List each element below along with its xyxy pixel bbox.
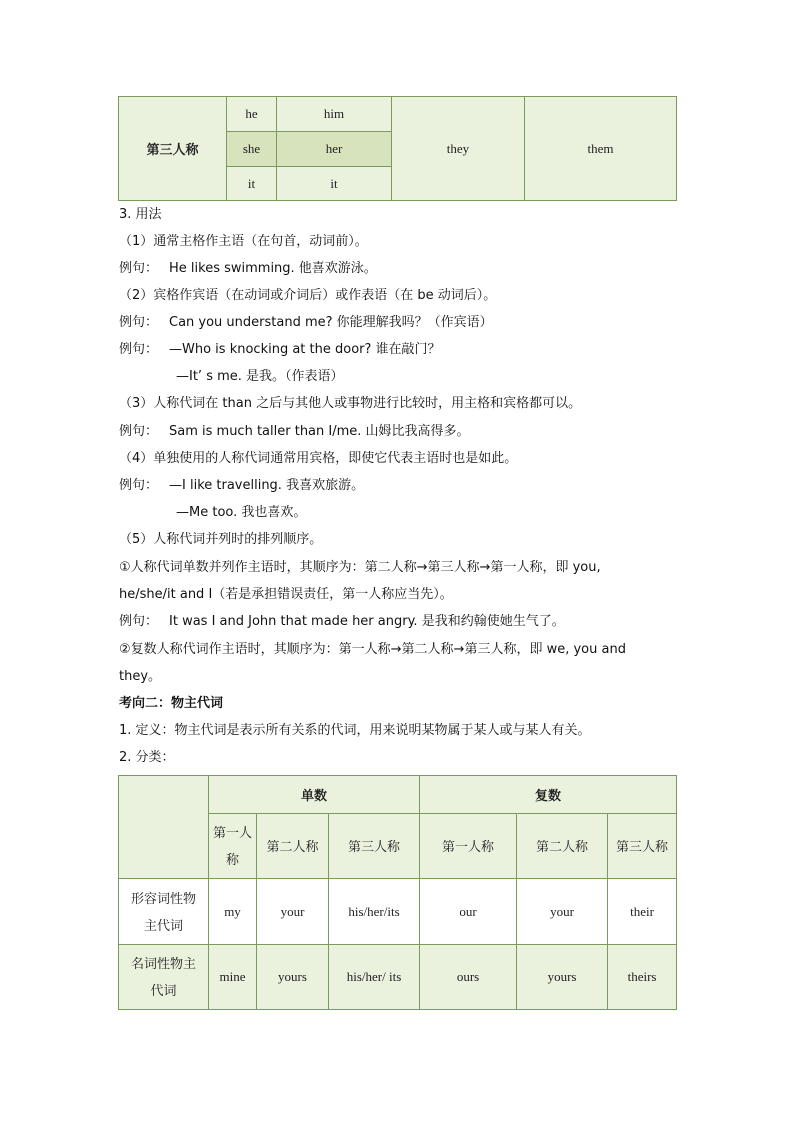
person-header: 第一人称 — [420, 814, 517, 879]
pronoun-cell: your — [517, 879, 608, 945]
example-line: 例句： It was I and John that made her angry. 是我和约翰使她生气了。 — [119, 614, 565, 629]
pronoun-cell: yours — [517, 945, 608, 1010]
singular-header: 单数 — [209, 776, 420, 814]
text-line: he/she/it and I（若是承担错误责任，第一人称应当先）。 — [119, 587, 453, 602]
pronoun-cell: mine — [209, 945, 257, 1010]
section-heading: 考向二：物主代词 — [119, 696, 224, 711]
text-line: they。 — [119, 669, 162, 684]
text-line: （2）宾格作宾语（在动词或介词后）或作表语（在 be 动词后）。 — [119, 288, 497, 303]
personal-pronoun-table — [118, 96, 677, 201]
third-person-label: 第三人称 — [119, 97, 227, 201]
pronoun-cell: yours — [257, 945, 329, 1010]
example-line: 例句： He likes swimming. 他喜欢游泳。 — [119, 261, 377, 276]
possessive-pronoun-table — [118, 775, 677, 1010]
pronoun-cell: him — [277, 97, 392, 132]
row-label-noun: 名词性物主代词 — [119, 945, 209, 1010]
example-line: —It’ s me. 是我。（作表语） — [176, 369, 344, 384]
pronoun-cell: our — [420, 879, 517, 945]
text-line: ①人称代词单数并列作主语时，其顺序为：第二人称→第三人称→第一人称，即 you, — [119, 560, 601, 575]
text-line: 3. 用法 — [119, 207, 162, 222]
text-line: （1）通常主格作主语（在句首，动词前）。 — [119, 234, 368, 249]
pronoun-cell: it — [277, 167, 392, 201]
pronoun-cell: his/her/its — [329, 879, 420, 945]
person-header: 第三人称 — [608, 814, 677, 879]
pronoun-cell: your — [257, 879, 329, 945]
person-header: 第一人称 — [209, 814, 257, 879]
example-line: 例句： Can you understand me? 你能理解我吗？（作宾语） — [119, 315, 493, 330]
text-line: （3）人称代词在 than 之后与其他人或事物进行比较时，用主格和宾格都可以。 — [119, 396, 582, 411]
text-line: 2. 分类： — [119, 750, 175, 765]
text-line: （4）单独使用的人称代词通常用宾格，即使它代表主语时也是如此。 — [119, 451, 518, 466]
pronoun-cell: ours — [420, 945, 517, 1010]
example-line: —Me too. 我也喜欢。 — [176, 505, 307, 520]
pronoun-cell: their — [608, 879, 677, 945]
text-line: 1. 定义：物主代词是表示所有关系的代词，用来说明某物属于某人或与某人有关。 — [119, 723, 591, 738]
text-line: （5）人称代词并列时的排列顺序。 — [119, 532, 323, 547]
pronoun-cell: theirs — [608, 945, 677, 1010]
pronoun-cell: them — [525, 97, 677, 201]
pronoun-cell: she — [227, 132, 277, 167]
pronoun-cell: he — [227, 97, 277, 132]
example-line: 例句： Sam is much taller than I/me. 山姆比我高得多。 — [119, 424, 470, 439]
person-header: 第二人称 — [257, 814, 329, 879]
pronoun-cell: his/her/ its — [329, 945, 420, 1010]
pronoun-cell: they — [392, 97, 525, 201]
empty-header-cell — [119, 776, 209, 879]
person-header: 第二人称 — [517, 814, 608, 879]
pronoun-cell: it — [227, 167, 277, 201]
row-label-adjective: 形容词性物主代词 — [119, 879, 209, 945]
person-header: 第三人称 — [329, 814, 420, 879]
example-line: 例句： —I like travelling. 我喜欢旅游。 — [119, 478, 365, 493]
pronoun-cell: my — [209, 879, 257, 945]
text-line: ②复数人称代词作主语时，其顺序为：第一人称→第二人称→第三人称，即 we, you and — [119, 642, 626, 657]
example-line: 例句： —Who is knocking at the door? 谁在敲门？ — [119, 342, 441, 357]
pronoun-cell: her — [277, 132, 392, 167]
plural-header: 复数 — [420, 776, 677, 814]
